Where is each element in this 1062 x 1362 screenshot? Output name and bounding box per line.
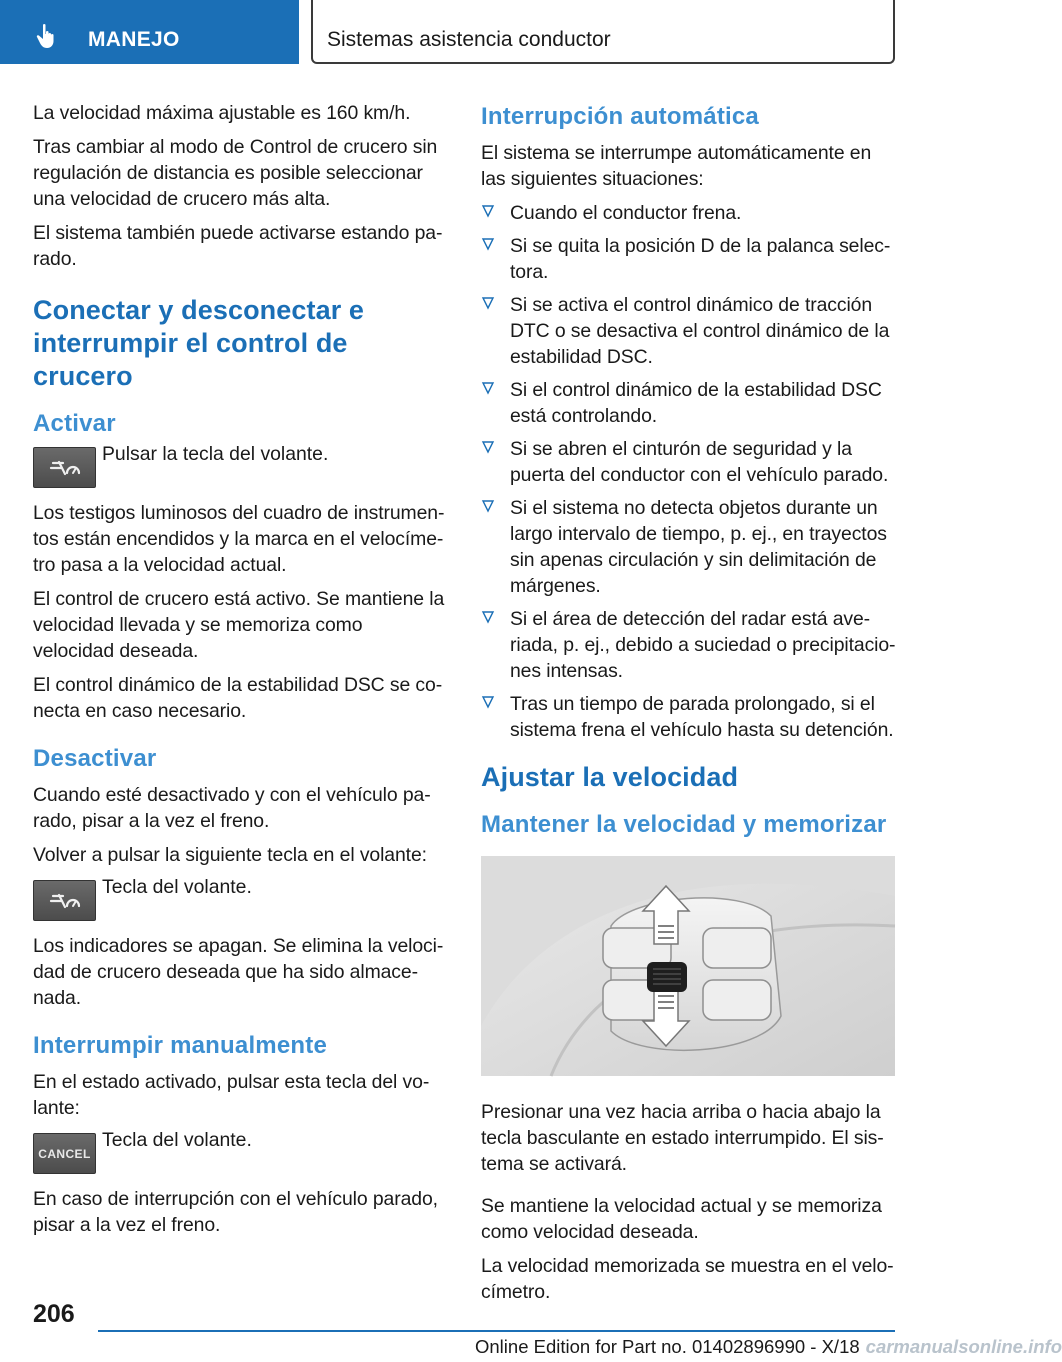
footer-divider — [98, 1330, 895, 1332]
heading-mantener: Mantener la velocidad y memorizar — [481, 811, 887, 838]
triangle-bullet-icon — [481, 381, 495, 395]
triangle-bullet-icon — [481, 296, 495, 310]
paragraph: El control dinámico de la estabilidad DSC se co-necta en caso necesario. — [33, 674, 443, 722]
triangle-bullet-icon — [481, 610, 495, 624]
paragraph: La velocidad memorizada se muestra en el velo-címetro. — [481, 1255, 894, 1303]
list-item-text: Si se quita la posición D de la palanca selec-tora. — [510, 235, 891, 283]
list-item — [481, 691, 899, 743]
list-item-text: Si se activa el control dinámico de tracción DTC o se desactiva el control dinámico de la estabilidad DSC. — [510, 294, 890, 368]
key-row-desactivar — [33, 876, 448, 921]
list-item — [481, 292, 899, 370]
paragraph: El sistema se interrumpe automáticamente en las siguientes situaciones: — [481, 142, 872, 190]
list-item-text: Si el sistema no detecta objetos durante un largo intervalo de tiempo, p. ej., en trayectos sin apenas circulación y sin delimitación de márgenes. — [510, 497, 887, 597]
paragraph: En caso de interrupción con el vehículo parado, pisar a la vez el freno. — [33, 1188, 438, 1236]
key-caption: Tecla del volante. — [102, 1129, 252, 1151]
cruise-control-key-icon — [33, 447, 96, 488]
cancel-key-icon — [33, 1133, 96, 1174]
paragraph: Cuando esté desactivado y con el vehículo pa-rado, pisar a la vez el freno. — [33, 784, 431, 832]
list-item-text: Si se abren el cinturón de seguridad y la puerta del conductor con el vehículo parado. — [510, 438, 889, 486]
list-item — [481, 377, 899, 429]
paragraph: Los testigos luminosos del cuadro de instrumen-tos están encendidos y la marca en el velocíme-tro pasa a la velocidad actual. — [33, 502, 445, 576]
steering-wheel-rocker-illustration — [481, 856, 895, 1076]
triangle-bullet-icon — [481, 440, 495, 454]
paragraph: El control de crucero está activo. Se mantiene la velocidad llevada y se memoriza como velocidad deseada. — [33, 588, 445, 662]
cancel-key-label: CANCEL — [38, 1146, 91, 1161]
heading-conectar: Conectar y desconectar e interrumpir el control de crucero — [33, 295, 365, 391]
list-item-text: Cuando el conductor frena. — [510, 202, 742, 224]
watermark-site: carmanualsonline.info — [865, 1336, 1062, 1357]
paragraph: En el estado activado, pulsar esta tecla del vo-lante: — [33, 1071, 430, 1119]
page-header — [0, 0, 960, 68]
key-caption: Pulsar la tecla del volante. — [102, 443, 329, 465]
paragraph: El sistema también puede activarse estando pa-rado. — [33, 222, 443, 270]
situations-list — [481, 200, 899, 743]
list-item — [481, 436, 899, 488]
triangle-bullet-icon — [481, 695, 495, 709]
key-caption: Tecla del volante. — [102, 876, 252, 898]
section-title: Sistemas asistencia conductor — [327, 28, 611, 51]
list-item-text: Si el área de detección del radar está ave-riada, p. ej., debido a suciedad o precipitacio-nes intensas. — [510, 608, 896, 682]
paragraph: Presionar una vez hacia arriba o hacia abajo la tecla basculante en estado interrumpido. El sis-tema se activará. — [481, 1101, 884, 1175]
list-item-text: Si el control dinámico de la estabilidad DSC está controlando. — [510, 379, 882, 427]
page-number: 206 — [33, 1300, 75, 1328]
triangle-bullet-icon — [481, 499, 495, 513]
section-tab — [311, 0, 895, 64]
paragraph: Los indicadores se apagan. Se elimina la veloci-dad de crucero deseada que ha sido almace-nada. — [33, 935, 444, 1009]
heading-interrumpir: Interrumpir manualmente — [33, 1032, 327, 1059]
footer-edition — [475, 1336, 1062, 1358]
heading-desactivar: Desactivar — [33, 745, 157, 772]
list-item — [481, 495, 899, 599]
edition-text: Online Edition for Part no. 01402896990 - X/18 — [475, 1336, 860, 1357]
paragraph: Volver a pulsar la siguiente tecla en el volante: — [33, 844, 427, 866]
triangle-bullet-icon — [481, 237, 495, 251]
list-item — [481, 233, 899, 285]
right-column — [481, 100, 899, 1313]
list-item — [481, 606, 899, 684]
speedometer-icon — [45, 890, 85, 912]
key-row-activar — [33, 443, 448, 488]
heading-interrupcion-automatica: Interrupción automática — [481, 103, 759, 130]
chapter-title: MANEJO — [88, 28, 180, 51]
heading-ajustar: Ajustar la velocidad — [481, 762, 739, 792]
list-item-text: Tras un tiempo de parada prolongado, si el sistema frena el vehículo hasta su detención. — [510, 693, 894, 741]
chapter-tab — [0, 0, 299, 64]
list-item — [481, 200, 899, 226]
triangle-bullet-icon — [481, 204, 495, 218]
heading-activar: Activar — [33, 410, 116, 437]
cruise-control-key-icon — [33, 880, 96, 921]
speedometer-icon — [45, 457, 85, 479]
paragraph: La velocidad máxima ajustable es 160 km/h. — [33, 102, 411, 124]
left-column — [33, 100, 448, 1246]
hand-pointer-icon — [34, 22, 62, 50]
key-row-cancel — [33, 1129, 448, 1174]
paragraph: Tras cambiar al modo de Control de crucero sin regulación de distancia es posible seleccionar una velocidad de crucero más alta. — [33, 136, 438, 210]
paragraph: Se mantiene la velocidad actual y se memoriza como velocidad deseada. — [481, 1195, 882, 1243]
